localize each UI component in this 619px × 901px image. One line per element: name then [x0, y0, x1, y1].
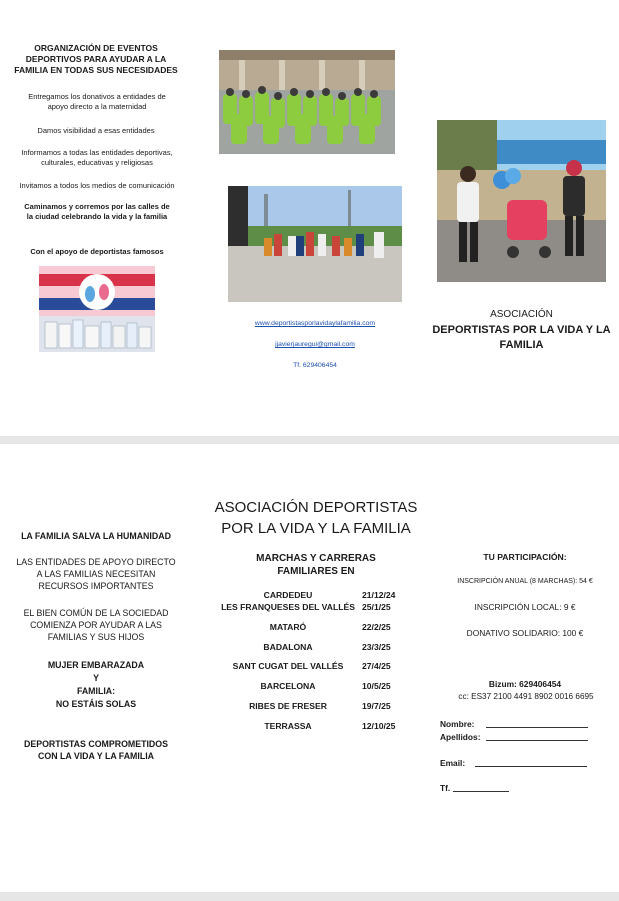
local-fee: INSCRIPCIÓN LOCAL: 9 €	[474, 602, 576, 612]
left-slogan-4c: FAMILIA:	[76, 686, 116, 696]
center-title: ASOCIACIÓN DEPORTISTAS POR LA VIDA Y LA FAMILIA	[214, 499, 418, 537]
brochure-outside	[0, 0, 619, 436]
email-label: Email:	[440, 758, 466, 768]
event-date: 25/1/25	[362, 602, 391, 612]
email-link[interactable]	[228, 333, 402, 351]
left-slogan-3: EL BIEN COMÚN DE LA SOCIEDAD COMIENZA POR AYUDAR A LAS FAMILIAS Y SUS HIJOS	[23, 608, 169, 642]
website-link[interactable]	[228, 312, 402, 330]
baby-feet-flag-image	[39, 266, 155, 352]
event-city: BADALONA	[263, 642, 313, 652]
event-date: 23/3/25	[362, 642, 391, 652]
event-date: 12/10/25	[362, 721, 396, 731]
phone-number: Tf. 629406454	[293, 362, 337, 369]
assoc-label: ASOCIACIÓN	[490, 309, 553, 320]
participation-heading: TU PARTICIPACIÓN:	[483, 552, 567, 562]
left-heading: ORGANIZACIÓN DE EVENTOS DEPORTIVOS PARA AYUDAR A LA FAMILIA EN TODAS SUS NECESIDADES	[14, 43, 178, 75]
donation-fee: DONATIVO SOLIDARIO: 100 €	[466, 628, 584, 638]
email-link-text[interactable]: jjavierjauregui@gmail.com	[275, 341, 355, 348]
event-city: SANT CUGAT DEL VALLÉS	[232, 661, 344, 671]
nombre-label: Nombre:	[440, 719, 475, 729]
bank-account: cc: ES37 2100 4491 8902 0016 6695	[458, 692, 594, 701]
apellidos-field[interactable]	[486, 740, 588, 741]
tf-field[interactable]	[453, 791, 509, 792]
event-city: CARDEDEU	[263, 590, 313, 600]
intro-text-2: Damos visibilidad a esas entidades	[37, 126, 155, 135]
intro-text-6: Con el apoyo de deportistas famosos	[30, 247, 164, 256]
intro-text-4: Invitamos a todos los medios de comunicación	[19, 181, 175, 190]
nombre-field[interactable]	[486, 727, 588, 728]
apellidos-label: Apellidos:	[440, 732, 481, 742]
left-slogan-2: LAS ENTIDADES DE APOYO DIRECTO A LAS FAMILIAS NECESITAN RECURSOS IMPORTANTES	[16, 557, 176, 591]
assoc-name: DEPORTISTAS POR LA VIDA Y LA FAMILIA	[432, 324, 611, 351]
left-slogan-4d: NO ESTÁIS SOLAS	[55, 699, 137, 709]
website-link-text[interactable]: www.deportistasporlavidaylafamilia.com	[254, 320, 376, 327]
page-separator	[0, 436, 619, 444]
center-subtitle: MARCHAS Y CARRERAS FAMILIARES EN	[256, 553, 376, 577]
tf-label: Tf.	[440, 783, 451, 793]
page-separator-bottom	[0, 892, 619, 901]
event-date: 27/4/25	[362, 661, 391, 671]
event-city: LES FRANQUESES DEL VALLÉS	[221, 602, 355, 612]
group-photo	[219, 50, 395, 154]
left-slogan-4a: MUJER EMBARAZADA	[47, 660, 145, 670]
left-slogan-4b: Y	[93, 673, 99, 683]
intro-text-3: Informamos a todas las entidades deportivas, culturales, educativas y religiosas	[21, 148, 173, 167]
runners-photo	[228, 186, 402, 302]
event-date: 22/2/25	[362, 622, 391, 632]
event-date: 10/5/25	[362, 681, 391, 691]
event-city: BARCELONA	[260, 681, 316, 691]
event-city: RIBES DE FRESER	[249, 701, 327, 711]
event-city: TERRASSA	[264, 721, 312, 731]
left-slogan-1: LA FAMILIA SALVA LA HUMANIDAD	[21, 531, 171, 541]
intro-text-5: Caminamos y corremos por las calles de la ciudad celebrando la vida y la familia	[24, 202, 170, 221]
annual-fee: INSCRIPCIÓN ANUAL (8 MARCHAS): 54 €	[457, 578, 593, 585]
event-date: 21/12/24	[362, 590, 396, 600]
left-slogan-4	[14, 659, 178, 711]
phone-text	[228, 354, 402, 372]
bizum-number: Bizum: 629406454	[488, 679, 562, 689]
event-date: 19/7/25	[362, 701, 391, 711]
mother-stroller-photo	[437, 120, 606, 282]
left-slogan-5: DEPORTISTAS COMPROMETIDOS CON LA VIDA Y LA FAMILIA	[23, 739, 168, 761]
email-field[interactable]	[475, 766, 587, 767]
intro-text-1: Entregamos los donativos a entidades de apoyo directo a la maternidad	[28, 92, 166, 111]
event-city: MATARÓ	[269, 622, 307, 632]
